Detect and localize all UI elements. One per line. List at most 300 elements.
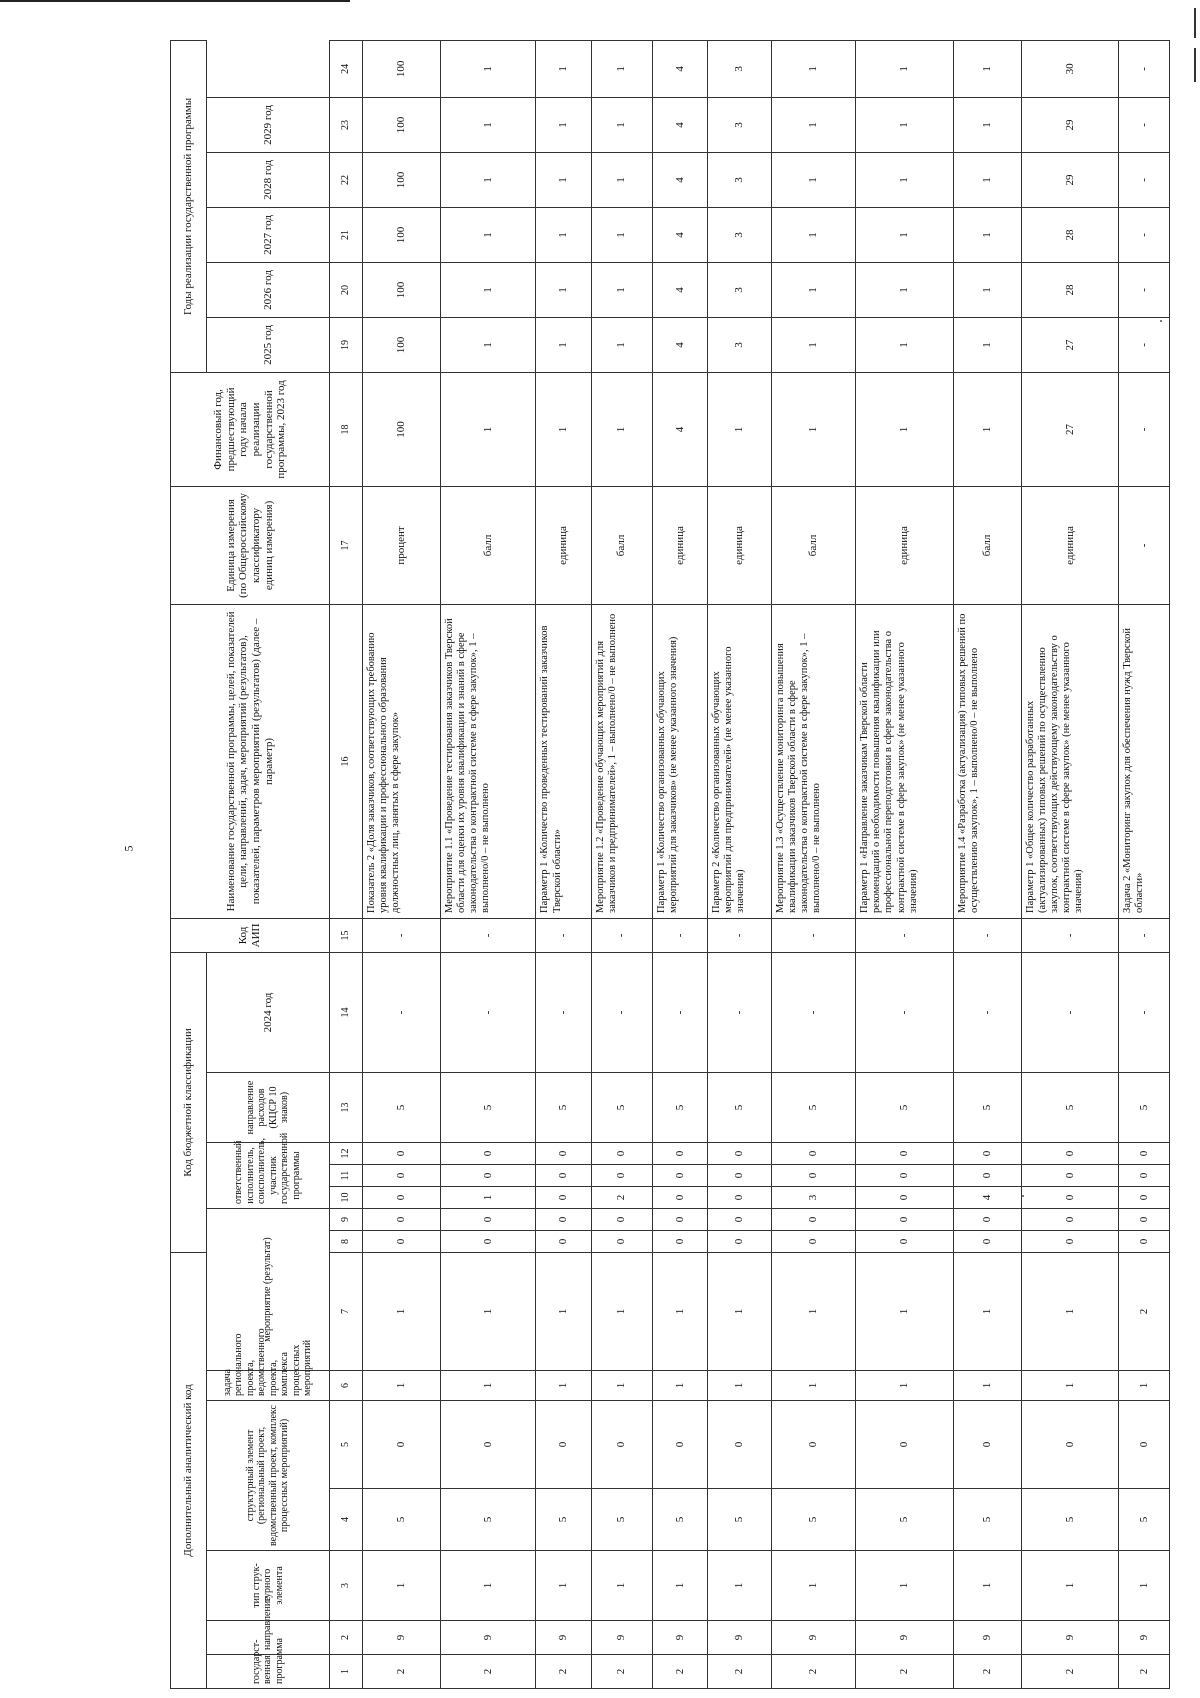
code-cell: - [652,952,707,1072]
year-value-cell: - [1119,97,1170,152]
column-number: 2 [329,1621,362,1655]
year-value-cell: 1 [771,207,856,262]
code-cell: - [856,952,953,1072]
header-struct-type: тип струк-турного элемента [207,1551,330,1621]
code-cell: 5 [536,1073,591,1143]
unit-cell: балл [771,486,856,604]
base-value-cell: 1 [856,372,953,486]
year-value-cell: 1 [441,152,536,207]
code-cell: 2 [1119,1253,1170,1371]
page-number: 5 [121,845,136,852]
code-cell: 0 [591,1143,652,1165]
header-year: 2028 год [207,152,330,207]
column-number: 14 [329,952,362,1072]
code-cell: - [1119,952,1170,1072]
code-cell: 0 [856,1209,953,1231]
year-value-cell: 1 [536,152,591,207]
code-cell: 1 [441,1371,536,1401]
code-cell: - [591,918,652,952]
code-cell: 0 [708,1143,772,1165]
code-cell: 0 [1021,1231,1118,1253]
row-description: Мероприятие 1.3 «Осуществление мониторинга повышения квалификации заказчиков Тверской области в сфере законодательства о контрактной системе в сфере закупок», 1 – выполнено/0 – не выполнено [771,604,856,918]
header-year: 2024 год [207,952,330,1072]
header-analytic-code: Дополнительный аналитический код [171,1253,207,1689]
column-number-row [329,40,362,1688]
base-value-cell: 4 [652,372,707,486]
code-cell: 0 [771,1165,856,1187]
code-cell: 0 [953,1209,1021,1231]
code-cell: 1 [856,1551,953,1621]
code-cell: 1 [708,1253,772,1371]
table-row [1021,40,1118,1688]
year-value-cell: 1 [953,152,1021,207]
code-cell: 9 [856,1621,953,1655]
code-cell: 0 [441,1143,536,1165]
code-cell: 5 [1119,1489,1170,1551]
code-cell: 0 [953,1231,1021,1253]
year-value-cell: 1 [856,207,953,262]
year-value-cell: 1 [591,97,652,152]
table-row [536,40,591,1688]
program-table [170,40,1170,1689]
code-cell: 0 [771,1209,856,1231]
code-cell: 5 [1119,1073,1170,1143]
year-value-cell: 1 [771,40,856,97]
year-value-cell: 4 [652,262,707,317]
code-cell: 1 [441,1253,536,1371]
row-description: Мероприятие 1.2 «Проведение обучающих мероприятий для заказчиков и предпринимателей», 1 – выполнено/0 – не выполнено [591,604,652,918]
unit-cell: единица [1021,486,1118,604]
code-cell: - [441,952,536,1072]
header-base-year: Финансовый год, предшествующий году начала реализации государственной программы, 2023 год [171,372,330,486]
code-cell: 0 [1119,1231,1170,1253]
column-number: 18 [329,372,362,486]
year-value-cell: 29 [1021,97,1118,152]
code-cell: 1 [591,1551,652,1621]
code-cell: 5 [856,1073,953,1143]
code-cell: 0 [1119,1143,1170,1165]
column-number: 7 [329,1253,362,1371]
code-cell: 1 [652,1253,707,1371]
code-cell: 1 [953,1371,1021,1401]
code-cell: 1 [953,1551,1021,1621]
code-cell: 0 [953,1401,1021,1489]
code-cell: 5 [591,1489,652,1551]
unit-cell: процент [362,486,440,604]
code-cell: 1 [362,1253,440,1371]
code-cell: 0 [536,1209,591,1231]
code-cell: 0 [591,1231,652,1253]
code-cell: 5 [441,1073,536,1143]
column-number: 15 [329,918,362,952]
year-value-cell: 100 [362,207,440,262]
code-cell: 0 [362,1143,440,1165]
code-cell: 1 [1021,1371,1118,1401]
code-cell: 0 [591,1209,652,1231]
row-description: Параметр 2 «Количество организованных обучающих мероприятий для предпринимателей» (не менее указанного значения) [708,604,772,918]
year-value-cell: 1 [591,152,652,207]
code-cell: 0 [856,1187,953,1209]
code-cell: 0 [652,1401,707,1489]
unit-cell: балл [953,486,1021,604]
column-number: 23 [329,97,362,152]
code-cell: 1 [856,1371,953,1401]
year-value-cell: 1 [536,207,591,262]
code-cell: 0 [652,1165,707,1187]
base-value-cell: 100 [362,372,440,486]
code-cell: 0 [652,1231,707,1253]
base-value-cell: 1 [708,372,772,486]
code-cell: 1 [652,1551,707,1621]
year-value-cell: 100 [362,40,440,97]
year-value-cell: - [1119,152,1170,207]
base-value-cell: 1 [771,372,856,486]
code-cell: 5 [771,1489,856,1551]
code-cell: 0 [536,1187,591,1209]
code-cell: 0 [652,1143,707,1165]
row-description: Мероприятие 1.4 «Разработка (актуализация) типовых решений по осуществлению закупок», 1 – выполнено/0 – не выполнено [953,604,1021,918]
row-description: Задача 2 «Мониторинг закупок для обеспечения нужд Тверской области» [1119,604,1170,918]
code-cell: 1 [771,1551,856,1621]
code-cell: 0 [1119,1165,1170,1187]
code-cell: 0 [536,1165,591,1187]
year-value-cell: 28 [1021,262,1118,317]
code-cell: 0 [856,1401,953,1489]
row-description: Показатель 2 «Доля заказчиков, соответствующих требованию уровня квалификации и профессионального образования должностных лиц, занятых в сфере закупок» [362,604,440,918]
year-value-cell: 1 [771,262,856,317]
column-number: 5 [329,1401,362,1489]
year-value-cell: 1 [856,97,953,152]
code-cell: - [953,952,1021,1072]
code-cell: 9 [771,1621,856,1655]
header-year: 2027 год [207,207,330,262]
code-cell: 1 [708,1551,772,1621]
code-cell: 5 [708,1489,772,1551]
year-value-cell: 1 [591,262,652,317]
code-cell: 0 [708,1165,772,1187]
rotated-page [170,60,1170,1689]
column-number: 3 [329,1551,362,1621]
table-row [856,40,953,1688]
code-cell: 1 [591,1253,652,1371]
year-value-cell: 1 [953,40,1021,97]
year-value-cell: 1 [441,207,536,262]
code-cell: 0 [362,1401,440,1489]
code-cell: 0 [1021,1401,1118,1489]
code-cell: 2 [771,1655,856,1689]
code-cell: 0 [362,1231,440,1253]
code-cell: 1 [591,1371,652,1401]
year-value-cell: 3 [708,40,772,97]
code-cell: 0 [708,1401,772,1489]
year-value-cell: - [1119,262,1170,317]
column-number: 20 [329,262,362,317]
code-cell: 4 [953,1187,1021,1209]
code-cell: 0 [536,1401,591,1489]
code-cell: 0 [771,1401,856,1489]
row-description: Мероприятие 1.1 «Проведение тестирования заказчиков Тверской области для оценки их уровня квалификации и знаний в сфере законодательства о контрактной системе в сфере закупок», 1 – выполнено/0 – не выполнено [441,604,536,918]
code-cell: 5 [1021,1073,1118,1143]
code-cell: 3 [771,1187,856,1209]
table-row [708,40,772,1688]
code-cell: 1 [953,1253,1021,1371]
year-value-cell: 1 [441,97,536,152]
column-number: 10 [329,1187,362,1209]
code-cell: 0 [708,1187,772,1209]
table-row [1119,40,1170,1688]
code-cell: 2 [591,1187,652,1209]
year-value-cell: 1 [536,40,591,97]
code-cell: - [771,952,856,1072]
code-cell: 1 [1119,1551,1170,1621]
code-cell: - [362,918,440,952]
header-year: 2026 год [207,262,330,317]
table-row [652,40,707,1688]
year-value-cell: 1 [953,317,1021,372]
code-cell: 0 [652,1187,707,1209]
code-cell: 1 [536,1371,591,1401]
column-number: 11 [329,1165,362,1187]
year-value-cell: 1 [953,97,1021,152]
header-year: 2025 год [207,317,330,372]
year-value-cell: 3 [708,317,772,372]
year-value-cell: 4 [652,40,707,97]
code-cell: 5 [953,1073,1021,1143]
code-cell: - [441,918,536,952]
header-kaip: Код АИП [171,918,330,952]
code-cell: 1 [708,1371,772,1401]
column-number: 13 [329,1073,362,1143]
column-number: 1 [329,1655,362,1689]
unit-cell: балл [441,486,536,604]
code-cell: 0 [362,1165,440,1187]
header-years-group: Годы реализации государственной программы [171,40,207,372]
code-cell: 0 [1021,1187,1118,1209]
year-value-cell: 1 [441,262,536,317]
base-value-cell: 1 [441,372,536,486]
code-cell: 5 [652,1489,707,1551]
code-cell: 5 [362,1489,440,1551]
code-cell: 2 [652,1655,707,1689]
year-value-cell: 1 [771,152,856,207]
code-cell: 1 [362,1551,440,1621]
unit-cell: - [1119,486,1170,604]
column-number: 8 [329,1231,362,1253]
code-cell: 5 [708,1073,772,1143]
unit-cell: единица [856,486,953,604]
year-value-cell: 1 [953,207,1021,262]
code-cell: 2 [953,1655,1021,1689]
year-value-cell: 100 [362,97,440,152]
row-description: Параметр 1 «Направление заказчикам Тверской области рекомендаций о необходимости повышения квалификации или профессиональной переподготовки в сфере законодательства о контрактной системе в сфере закупок» (не менее указанного значения) [856,604,953,918]
code-cell: 5 [362,1073,440,1143]
code-cell: - [856,918,953,952]
unit-cell: единица [536,486,591,604]
table-row [771,40,856,1688]
code-cell: 1 [536,1253,591,1371]
year-value-cell: 100 [362,317,440,372]
base-value-cell: - [1119,372,1170,486]
base-value-cell: 1 [953,372,1021,486]
year-value-cell: 1 [591,207,652,262]
year-value-cell: 1 [856,40,953,97]
code-cell: - [771,918,856,952]
year-value-cell: 1 [536,262,591,317]
year-value-cell: 30 [1021,40,1118,97]
year-value-cell: 28 [1021,207,1118,262]
header-task: задача регионального проекта, ведомственного проекта, комплекса процессных мероприятий [207,1371,330,1401]
code-cell: 0 [953,1165,1021,1187]
code-cell: 0 [708,1209,772,1231]
year-value-cell: 1 [856,317,953,372]
code-cell: 0 [362,1187,440,1209]
year-value-cell: 1 [953,262,1021,317]
code-cell: 2 [1119,1655,1170,1689]
code-cell: - [591,952,652,1072]
scan-edge-marks [1182,0,1200,100]
code-cell: 0 [441,1209,536,1231]
column-number: 17 [329,486,362,604]
header-name: Наименование государственной программы, целей, показателей цели, направлений, задач, мероприятий (результатов), показателей, параметров мероприятий (результатов) (далее – параметр) [171,604,330,918]
code-cell: 5 [441,1489,536,1551]
column-number: 4 [329,1489,362,1551]
base-value-cell: 1 [536,372,591,486]
code-cell: 1 [441,1187,536,1209]
code-cell: 2 [536,1655,591,1689]
base-value-cell: 1 [591,372,652,486]
unit-cell: единица [652,486,707,604]
code-cell: 5 [953,1489,1021,1551]
column-number: 22 [329,152,362,207]
code-cell: 0 [591,1401,652,1489]
year-value-cell: 3 [708,97,772,152]
code-cell: 0 [362,1209,440,1231]
header-event: мероприятие (результат) [207,1209,330,1371]
code-cell: 9 [652,1621,707,1655]
year-value-cell: 1 [856,262,953,317]
year-value-cell: 1 [441,317,536,372]
code-cell: 0 [536,1231,591,1253]
code-cell: 0 [1119,1187,1170,1209]
year-value-cell: 3 [708,152,772,207]
code-cell: - [708,918,772,952]
column-number: 19 [329,317,362,372]
year-value-cell: 4 [652,317,707,372]
year-value-cell: 4 [652,207,707,262]
header-year: 2029 год [207,97,330,152]
top-scan-line [0,0,350,2]
column-number: 12 [329,1143,362,1165]
code-cell: 5 [771,1073,856,1143]
code-cell: - [652,918,707,952]
code-cell: 0 [771,1143,856,1165]
header-kdsr: направление расходов (КЦСР 10 знаков) [207,1073,330,1143]
code-cell: 5 [591,1073,652,1143]
code-cell: 1 [771,1371,856,1401]
code-cell: 2 [1021,1655,1118,1689]
row-description: Параметр 1 «Количество проведенных тестирований заказчиков Тверской области» [536,604,591,918]
code-cell: 0 [1119,1401,1170,1489]
column-number: 6 [329,1371,362,1401]
code-cell: 2 [362,1655,440,1689]
year-value-cell: 4 [652,152,707,207]
code-cell: 1 [856,1253,953,1371]
table-row [362,40,440,1688]
column-number: 24 [329,40,362,97]
year-value-cell: 4 [652,97,707,152]
row-description: Параметр 1 «Количество организованных обучающих мероприятий для заказчиков» (не менее указанного значения) [652,604,707,918]
code-cell: 1 [1021,1253,1118,1371]
code-cell: 5 [1021,1489,1118,1551]
code-cell: 0 [708,1231,772,1253]
year-value-cell: 27 [1021,317,1118,372]
year-value-cell: 1 [856,152,953,207]
year-value-cell: 1 [591,317,652,372]
code-cell: 9 [953,1621,1021,1655]
code-cell: 0 [591,1165,652,1187]
year-value-cell: 1 [591,40,652,97]
code-cell: 0 [441,1231,536,1253]
code-cell: 0 [441,1165,536,1187]
code-cell: 1 [652,1371,707,1401]
code-cell: 0 [441,1401,536,1489]
code-cell: 0 [652,1209,707,1231]
code-cell: 2 [856,1655,953,1689]
code-cell: 0 [1021,1165,1118,1187]
table-row [441,40,536,1688]
code-cell: - [953,918,1021,952]
code-cell: 5 [536,1489,591,1551]
code-cell: 0 [1119,1209,1170,1231]
code-cell: 0 [856,1165,953,1187]
code-cell: - [362,952,440,1072]
code-cell: 1 [1119,1371,1170,1401]
column-number: 21 [329,207,362,262]
column-number: 16 [329,604,362,918]
code-cell: 2 [591,1655,652,1689]
year-value-cell: - [1119,207,1170,262]
code-cell: 9 [536,1621,591,1655]
code-cell: 1 [441,1551,536,1621]
code-cell: - [1021,952,1118,1072]
code-cell: 5 [652,1073,707,1143]
code-cell: 0 [953,1143,1021,1165]
year-value-cell: 100 [362,152,440,207]
table-row [591,40,652,1688]
code-cell: 9 [708,1621,772,1655]
year-value-cell: 1 [771,97,856,152]
year-value-cell: 3 [708,262,772,317]
column-number: 9 [329,1209,362,1231]
code-cell: 0 [1021,1143,1118,1165]
year-value-cell: 100 [362,262,440,317]
code-cell: 9 [362,1621,440,1655]
year-value-cell: - [1119,40,1170,97]
code-cell: - [1021,918,1118,952]
code-cell: 5 [856,1489,953,1551]
year-value-cell: 1 [441,40,536,97]
code-cell: 1 [1021,1551,1118,1621]
table-row [953,40,1021,1688]
header-gp: государст-венная программа [207,1655,330,1689]
header-budget-code: Код бюджетной классификации [171,952,207,1252]
base-value-cell: 27 [1021,372,1118,486]
code-cell: 2 [708,1655,772,1689]
code-cell: 0 [856,1231,953,1253]
year-value-cell: 1 [771,317,856,372]
code-cell: - [708,952,772,1072]
year-value-cell: 3 [708,207,772,262]
